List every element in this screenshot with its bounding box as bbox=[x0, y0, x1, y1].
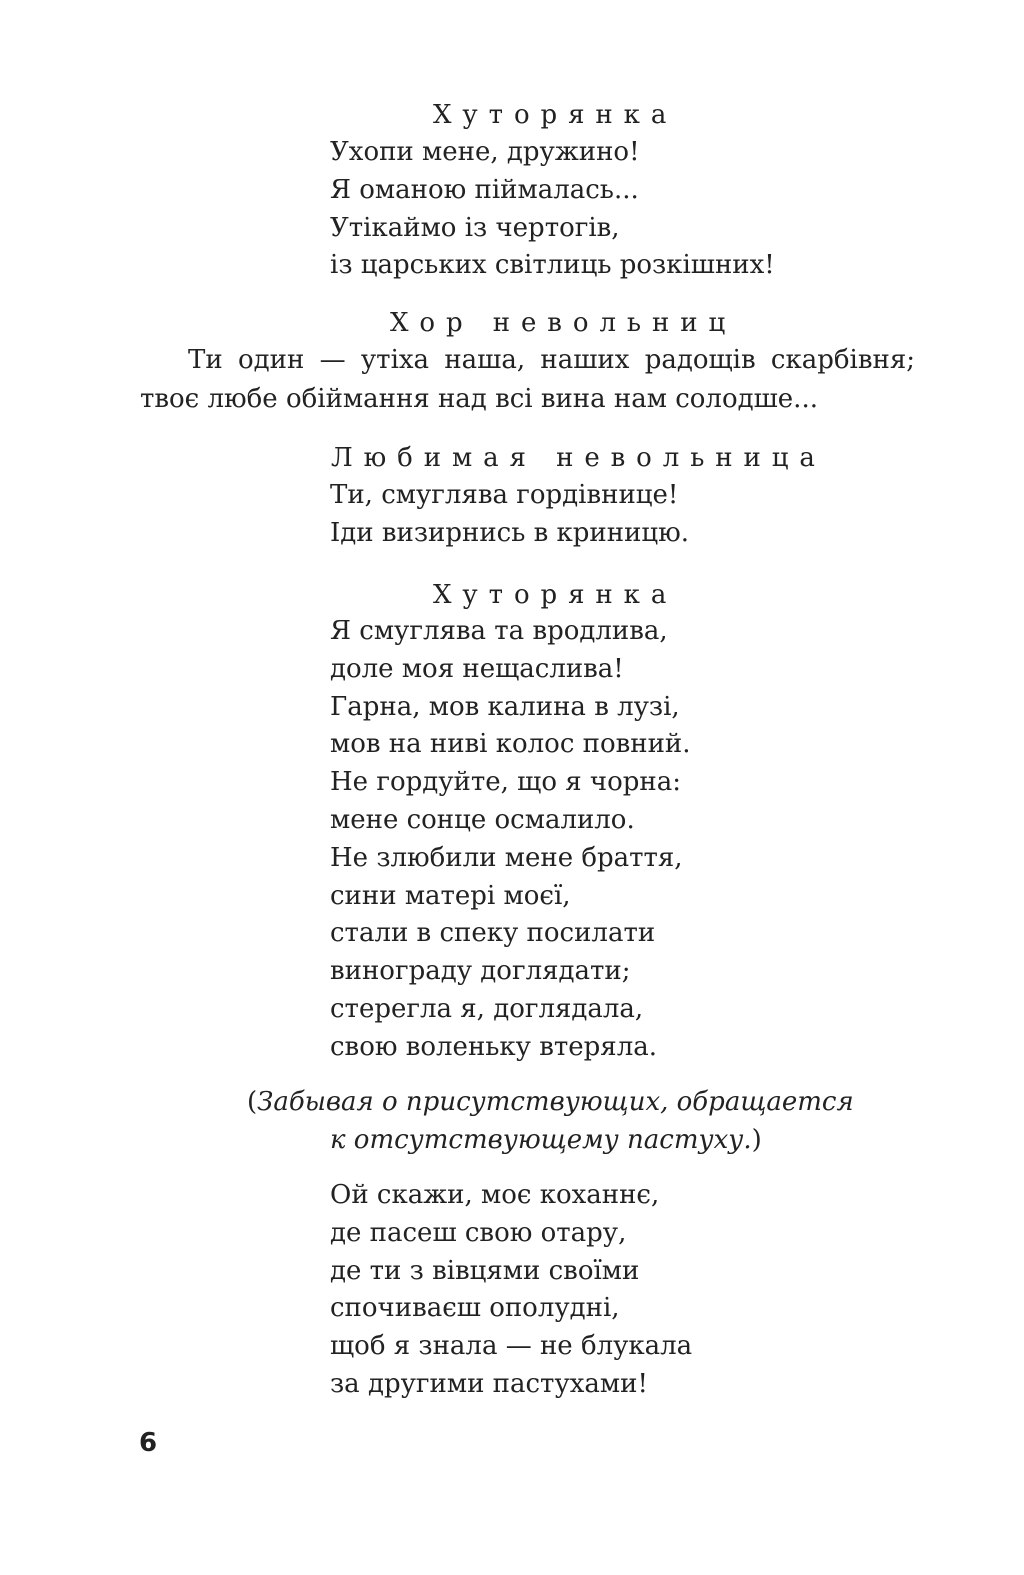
verse-line: де пасеш свою отару, bbox=[330, 1217, 627, 1248]
stage-paren-open: ( bbox=[247, 1087, 258, 1117]
verse-line: із царських світлиць розкішних! bbox=[330, 250, 775, 281]
speaker-name: Хор невольниц bbox=[390, 308, 737, 338]
verse-stanza bbox=[330, 613, 691, 1067]
stage-direction-line-2 bbox=[330, 1121, 762, 1159]
verse-line: сини матері моєї, bbox=[330, 880, 571, 911]
speaker-name: Хуторянка bbox=[433, 580, 678, 610]
prose-paragraph: Ти один — утіха наша, наших радощів скарбівня; твоє любе обіймання над всі вина нам солодше... bbox=[140, 345, 915, 414]
verse-line: спочиваєш ополудні, bbox=[330, 1293, 620, 1324]
verse-line: Я оманою піймалась... bbox=[330, 174, 639, 205]
stage-direction-text: Забывая о присутствующих, обращается bbox=[257, 1087, 854, 1117]
verse-line: свою воленьку втеряла. bbox=[330, 1031, 657, 1062]
verse-line: Не гордуйте, що я чорна: bbox=[330, 767, 682, 798]
verse-line: Утікаймо із чертогів, bbox=[330, 212, 620, 243]
stage-paren-close: ) bbox=[751, 1125, 762, 1155]
verse-line: Іди визирнись в криницю. bbox=[330, 517, 690, 548]
verse-line: доле моя нещаслива! bbox=[330, 653, 624, 684]
verse-line: стали в спеку посилати bbox=[330, 918, 656, 949]
verse-stanza bbox=[330, 1177, 692, 1404]
verse-line: Гарна, мов калина в лузі, bbox=[330, 691, 680, 722]
verse-stanza bbox=[330, 477, 689, 553]
verse-line: Я смуглява та вродлива, bbox=[330, 616, 668, 646]
verse-line: щоб я знала — не блукала bbox=[330, 1331, 693, 1362]
verse-line: винограду доглядати; bbox=[330, 956, 631, 987]
verse-line: Не злюбили мене браття, bbox=[330, 842, 683, 873]
verse-line: стерегла я, доглядала, bbox=[330, 993, 644, 1024]
page-number: 6 bbox=[139, 1428, 158, 1458]
speaker-name: Хуторянка bbox=[433, 100, 678, 130]
verse-line: Ухопи мене, дружино! bbox=[330, 137, 640, 167]
verse-stanza bbox=[330, 134, 775, 285]
verse-line: мене сонце осмалило. bbox=[330, 804, 635, 835]
verse-line: Ти, смуглява гордівнице! bbox=[330, 480, 679, 510]
verse-line: за другими пастухами! bbox=[330, 1368, 648, 1399]
stage-direction-line-1 bbox=[247, 1083, 854, 1121]
verse-line: де ти з вівцями своїми bbox=[330, 1255, 640, 1286]
stage-direction-text: к отсутствующему пастуху. bbox=[330, 1125, 752, 1155]
verse-line: мов на ниві колос повний. bbox=[330, 729, 691, 760]
verse-line: Ой скажи, моє коханнє, bbox=[330, 1180, 660, 1210]
speaker-name: Любимая невольница bbox=[331, 443, 826, 473]
